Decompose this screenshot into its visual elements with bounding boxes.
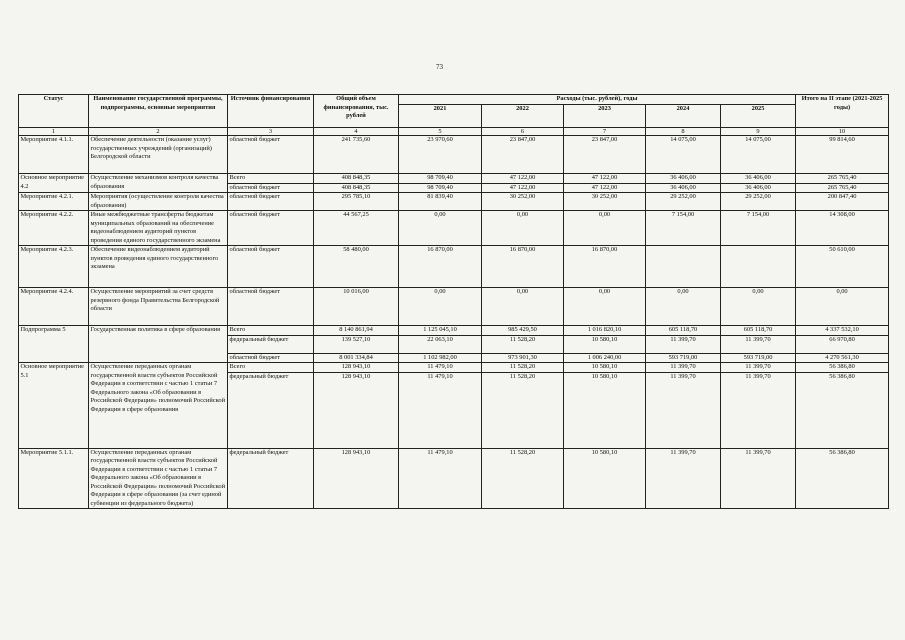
cell-stage-total: 56 386,80	[796, 363, 889, 373]
column-index: 6	[482, 128, 564, 136]
header-year-2022: 2022	[482, 105, 564, 128]
cell-source: областной бюджет	[228, 288, 314, 326]
cell-2025: 11 399,70	[721, 335, 796, 353]
cell-2022: 47 122,00	[482, 183, 564, 193]
cell-total: 8 001 334,84	[314, 353, 399, 363]
cell-2025: 14 075,00	[721, 136, 796, 174]
cell-stage-total: 265 765,40	[796, 174, 889, 184]
cell-total: 241 735,60	[314, 136, 399, 174]
financing-table	[18, 94, 889, 509]
table-row	[19, 246, 889, 288]
header-year-2025: 2025	[721, 105, 796, 128]
header-total: Общий объем финансирования, тыс. рублей	[314, 95, 399, 128]
column-index: 9	[721, 128, 796, 136]
cell-2022: 47 122,00	[482, 174, 564, 184]
cell-2024: 11 399,70	[646, 448, 721, 509]
cell-2024	[646, 246, 721, 288]
cell-2021: 16 870,00	[399, 246, 482, 288]
header-year-2023: 2023	[564, 105, 646, 128]
cell-2021: 98 709,40	[399, 174, 482, 184]
header-status: Статус	[19, 95, 89, 128]
cell-source: федеральный бюджет	[228, 372, 314, 448]
cell-2021: 98 709,40	[399, 183, 482, 193]
cell-source: областной бюджет	[228, 183, 314, 193]
table-row	[19, 288, 889, 326]
cell-2022: 0,00	[482, 288, 564, 326]
cell-2021: 11 479,10	[399, 372, 482, 448]
cell-2024: 11 399,70	[646, 335, 721, 353]
cell-2021: 1 102 982,00	[399, 353, 482, 363]
cell-2025: 605 118,70	[721, 326, 796, 336]
cell-stage-total: 0,00	[796, 288, 889, 326]
cell-2023: 0,00	[564, 211, 646, 246]
cell-status: Мероприятие 4.1.1.	[19, 136, 89, 174]
column-index: 10	[796, 128, 889, 136]
cell-2022: 11 528,20	[482, 363, 564, 373]
cell-2025: 36 406,00	[721, 183, 796, 193]
cell-status: Мероприятие 4.2.4.	[19, 288, 89, 326]
cell-name: Мероприятия (осуществление контроля качества образования)	[89, 193, 228, 211]
cell-stage-total: 56 386,80	[796, 448, 889, 509]
cell-status: Мероприятие 4.2.1.	[19, 193, 89, 211]
cell-2024: 605 118,70	[646, 326, 721, 336]
cell-2022: 11 528,20	[482, 448, 564, 509]
cell-2023: 30 252,00	[564, 193, 646, 211]
cell-2024: 0,00	[646, 288, 721, 326]
cell-2025: 593 719,00	[721, 353, 796, 363]
cell-stage-total: 66 970,80	[796, 335, 889, 353]
cell-stage-total: 14 308,00	[796, 211, 889, 246]
header-name: Наименование государственной программы, подпрограммы, основные мероприятия	[89, 95, 228, 128]
cell-total: 295 785,10	[314, 193, 399, 211]
cell-2021: 23 970,60	[399, 136, 482, 174]
cell-source: областной бюджет	[228, 246, 314, 288]
cell-status: Мероприятие 4.2.3.	[19, 246, 89, 288]
cell-2025: 11 399,70	[721, 363, 796, 373]
cell-name: Обеспечение деятельности (оказание услуг) государственных учреждений (организаций) Белгородской области	[89, 136, 228, 174]
column-index: 3	[228, 128, 314, 136]
cell-2025: 36 406,00	[721, 174, 796, 184]
table-row	[19, 363, 889, 373]
cell-2024: 36 406,00	[646, 183, 721, 193]
cell-stage-total: 99 814,60	[796, 136, 889, 174]
cell-2021: 22 063,10	[399, 335, 482, 353]
header-source: Источник финансирования	[228, 95, 314, 128]
table-row	[19, 136, 889, 174]
cell-source: Всего	[228, 326, 314, 336]
cell-total: 128 943,10	[314, 363, 399, 373]
cell-2025: 7 154,00	[721, 211, 796, 246]
cell-total: 139 527,10	[314, 335, 399, 353]
column-index: 5	[399, 128, 482, 136]
column-index-row	[19, 128, 889, 136]
cell-source: Всего	[228, 363, 314, 373]
cell-stage-total: 200 847,40	[796, 193, 889, 211]
cell-2021: 81 839,40	[399, 193, 482, 211]
column-index: 4	[314, 128, 399, 136]
cell-2023: 10 580,10	[564, 363, 646, 373]
column-index: 2	[89, 128, 228, 136]
cell-stage-total: 50 610,00	[796, 246, 889, 288]
cell-2022: 973 901,30	[482, 353, 564, 363]
cell-total: 58 480,00	[314, 246, 399, 288]
cell-stage-total: 4 270 561,30	[796, 353, 889, 363]
cell-2021: 0,00	[399, 211, 482, 246]
cell-2022: 985 429,50	[482, 326, 564, 336]
header-expenses: Расходы (тыс. рублей), годы	[399, 95, 796, 105]
column-index: 1	[19, 128, 89, 136]
cell-2022: 11 528,20	[482, 372, 564, 448]
page-number: 73	[436, 63, 443, 71]
cell-status: Мероприятие 5.1.1.	[19, 448, 89, 509]
cell-2023: 1 006 240,00	[564, 353, 646, 363]
cell-2022: 11 528,20	[482, 335, 564, 353]
cell-status: Основное мероприятие 5.1	[19, 363, 89, 449]
cell-name: Осуществление механизмов контроля качества образования	[89, 174, 228, 193]
header-stage-total: Итого на II этапе (2021-2025 годы)	[796, 95, 889, 128]
cell-2023: 10 580,10	[564, 335, 646, 353]
cell-2025: 11 399,70	[721, 372, 796, 448]
cell-name: Иные межбюджетные трансферты бюджетам муниципальных образований на обеспечение видеонаблюдением аудиторий пунктов проведения единого государственного экзамена	[89, 211, 228, 246]
cell-total: 8 140 861,94	[314, 326, 399, 336]
cell-name: Осуществление переданных органам государственной власти субъектов Российской Федерации в соответствии с частью 1 статьи 7 Федерального закона «Об образовании в Российской Федерации» полномочий Российской Федерации в сфере образования	[89, 363, 228, 449]
cell-2021: 11 479,10	[399, 448, 482, 509]
cell-2021: 1 125 045,10	[399, 326, 482, 336]
cell-2023: 10 580,10	[564, 372, 646, 448]
cell-2022: 16 870,00	[482, 246, 564, 288]
cell-total: 128 943,10	[314, 372, 399, 448]
cell-source: федеральный бюджет	[228, 448, 314, 509]
cell-2023: 10 580,10	[564, 448, 646, 509]
table-row	[19, 211, 889, 246]
cell-2024: 14 075,00	[646, 136, 721, 174]
cell-2022: 0,00	[482, 211, 564, 246]
table-row	[19, 174, 889, 184]
table-row	[19, 193, 889, 211]
column-index: 7	[564, 128, 646, 136]
cell-2025: 0,00	[721, 288, 796, 326]
cell-stage-total: 4 337 532,10	[796, 326, 889, 336]
cell-2024: 36 406,00	[646, 174, 721, 184]
header-year-2021: 2021	[399, 105, 482, 128]
cell-total: 44 567,25	[314, 211, 399, 246]
cell-name: Осуществление мероприятий за счет средств резервного фонда Правительства Белгородской области	[89, 288, 228, 326]
header-year-2024: 2024	[646, 105, 721, 128]
cell-2023: 47 122,00	[564, 183, 646, 193]
cell-source: областной бюджет	[228, 211, 314, 246]
cell-status: Мероприятие 4.2.2.	[19, 211, 89, 246]
cell-name: Обеспечение видеонаблюдением аудиторий пунктов проведения единого государственного экзамена	[89, 246, 228, 288]
cell-total: 408 848,35	[314, 174, 399, 184]
cell-name: Осуществление переданных органам государственной власти субъектов Российской Федерации в соответствии с частью 1 статьи 7 Федерального закона «Об образовании в Российской Федерации» полномочий Российской Федерации в сфере образования (за счет единой субвенции из федерального бюджета)	[89, 448, 228, 509]
cell-2025: 29 252,00	[721, 193, 796, 211]
cell-status: Основное мероприятие 4.2	[19, 174, 89, 193]
cell-2023: 23 847,00	[564, 136, 646, 174]
cell-total: 408 848,35	[314, 183, 399, 193]
cell-source: областной бюджет	[228, 193, 314, 211]
cell-source: областной бюджет	[228, 353, 314, 363]
column-index: 8	[646, 128, 721, 136]
cell-2024: 593 719,00	[646, 353, 721, 363]
cell-2023: 1 016 820,10	[564, 326, 646, 336]
cell-source: федеральный бюджет	[228, 335, 314, 353]
cell-2024: 29 252,00	[646, 193, 721, 211]
cell-total: 128 943,10	[314, 448, 399, 509]
cell-2022: 23 847,00	[482, 136, 564, 174]
cell-2025: 11 399,70	[721, 448, 796, 509]
cell-source: Всего	[228, 174, 314, 184]
cell-stage-total: 56 386,80	[796, 372, 889, 448]
cell-total: 10 016,00	[314, 288, 399, 326]
cell-source: областной бюджет	[228, 136, 314, 174]
cell-2023: 16 870,00	[564, 246, 646, 288]
cell-status: Подпрограмма 5	[19, 326, 89, 363]
cell-2023: 47 122,00	[564, 174, 646, 184]
cell-name: Государственная политика в сфере образования	[89, 326, 228, 363]
cell-2021: 0,00	[399, 288, 482, 326]
cell-2022: 30 252,00	[482, 193, 564, 211]
table-row	[19, 448, 889, 509]
cell-stage-total: 265 765,40	[796, 183, 889, 193]
cell-2024: 7 154,00	[646, 211, 721, 246]
cell-2025	[721, 246, 796, 288]
cell-2024: 11 399,70	[646, 363, 721, 373]
cell-2023: 0,00	[564, 288, 646, 326]
table-row	[19, 326, 889, 336]
cell-2024: 11 399,70	[646, 372, 721, 448]
cell-2021: 11 479,10	[399, 363, 482, 373]
